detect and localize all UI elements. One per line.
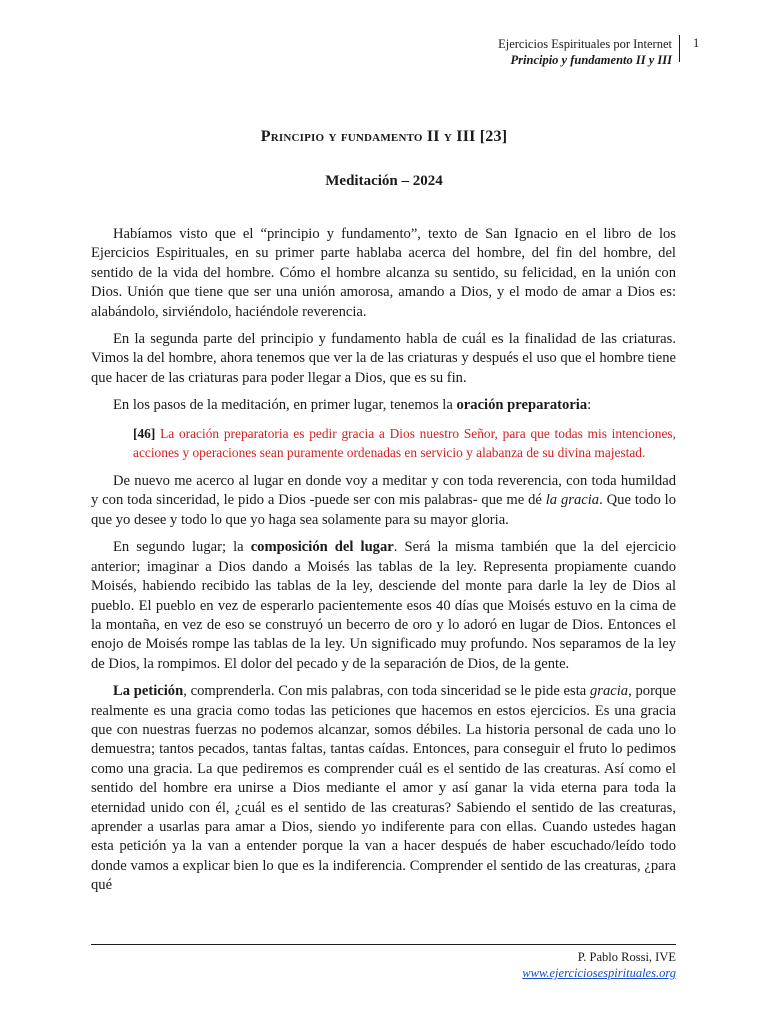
paragraph-petition — [91, 682, 676, 895]
page-number: 1 — [693, 36, 700, 50]
text: , comprenderla. Con mis palabras, con toda sinceridad se le pide esta — [183, 683, 590, 700]
footer-website-link[interactable]: www.ejerciciosespirituales.org — [522, 966, 676, 980]
footer-author: P. Pablo Rossi, IVE — [577, 950, 676, 964]
header-divider — [679, 35, 680, 62]
paragraph-composition-of-place — [91, 538, 676, 674]
document-title: Principio y fundamento II y III [23] — [260, 128, 508, 145]
quote-reference: [46] — [133, 425, 156, 441]
document-body — [91, 225, 676, 904]
quote-block — [133, 424, 676, 462]
text: En segundo lugar; la — [113, 539, 251, 556]
text: , porque realmente es una gracia como todas las peticiones que hacemos en estos ejercicios. Es una gracia que con nuestras fuerzas no podemos alcanzar, somos débiles. La historia personal de cada uno lo demuestra; tantos pecados, tantas faltas, tantas caídas. Entonces, para conseguir el fruto lo pedimos como una gracia. La que pediremos es comprender cuál es el sentido de las creaturas. Así como el sentido del hombre era unirse a Dios mediante el amor y así ganar la vida eterna para toda la eternidad unido con él, ¿cuál es el sentido de las creaturas? Sabiendo el sentido de las creaturas, aprender a usarlas para amar a Dios, siendo yo indiferente para con ellas. Cuando ustedes hagan esta petición ya la van a entender porque la van a hacer después de haber escuchado/leído todo donde vamos a explicar bien lo que es la indiferencia. Comprender el sentido de las creaturas, ¿para qué — [91, 683, 677, 894]
bold-term-composition: composición del lugar — [250, 539, 394, 556]
footer-divider — [91, 944, 676, 945]
header-document-title: Principio y fundamento II y III — [510, 53, 672, 67]
quote-text: La oración preparatoria es pedir gracia a Dios nuestro Señor, para que todas mis intenciones, acciones y operaciones sean puramente ordenadas en servicio y alabanza de su divina majestad. — [133, 425, 676, 460]
text: De nuevo me acerco al lugar en donde voy a meditar y con toda reverencia, con toda humildad y con toda sinceridad, le pido a Dios -puede ser con mis palabras- que me dé — [91, 473, 676, 509]
paragraph-second-part: En la segunda parte del principio y fundamento habla de cuál es la finalidad de las criaturas. Vimos la del hombre, ahora tenemos que ver la de las criaturas y después el uso que el hombre tiene que hacer de las criaturas para poder llegar a Dios, que es su fin. — [91, 331, 676, 386]
italic-term-gracia: gracia — [589, 683, 629, 700]
running-header — [498, 36, 672, 68]
text: En los pasos de la meditación, en primer lugar, tenemos la — [113, 397, 457, 414]
document-subtitle: Meditación – 2024 — [325, 173, 443, 189]
italic-term-grace: la gracia — [545, 492, 600, 509]
paragraph-reverence — [91, 472, 676, 530]
text: . Que todo lo que yo desee y todo lo que yo haga sea solamente para su mayor gloria. — [91, 492, 676, 528]
footer — [522, 949, 676, 981]
paragraph-preparatory-prayer — [91, 396, 676, 415]
text: . Será la misma también que la del ejercicio anterior; imaginar a Dios dando a Moisés las tablas de la ley. Representa propiamente cuando Moisés, habiendo recibido las tablas de la ley, desciende del monte para darle la ley de Dios al pueblo. El pueblo en vez de esperarlo pacientemente esos 40 días que Moisés estuvo en la cima de la montaña, en vez de eso se construyó un becerro de oro y lo adoró en lugar de Dios. Entonces el enojo de Moisés rompe las tablas de la ley. Un significado muy profundo. Nos separamos de la ley de Dios, la rompimos. El dolor del pecado y de la separación de Dios, de la gente. — [91, 539, 676, 672]
text: : — [587, 397, 592, 414]
bold-term-preparatory-prayer: oración preparatoria — [456, 397, 588, 414]
bold-term-petition: La petición — [113, 683, 184, 700]
header-series-title: Ejercicios Espirituales por Internet — [498, 37, 672, 51]
paragraph-intro: Habíamos visto que el “principio y fundamento”, texto de San Ignacio en el libro de los Ejercicios Espirituales, en su primer parte hablaba acerca del hombre, del fin del hombre, del sentido de la vida del hombre. Cómo el hombre alcanza su sentido, su felicidad, en la unión con Dios. Unión que tiene que ser una unión amorosa, amando a Dios, y el modo de amar a Dios es: alabándolo, sirviéndolo, haciéndole reverencia. — [91, 226, 676, 320]
